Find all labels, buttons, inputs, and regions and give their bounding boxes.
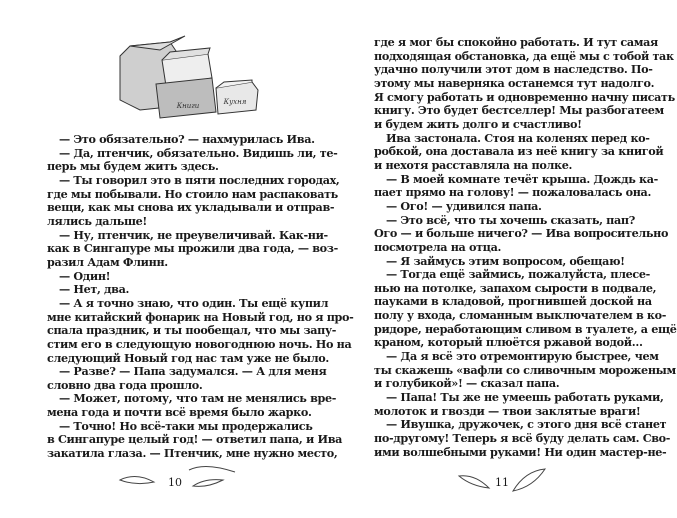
text-line: и голубикой»! — сказал папа. [374, 376, 560, 391]
text-line: Я смогу работать и одновременно начну писать [374, 89, 675, 104]
text-line: ими волшебными руками! Ни один мастер-не- [374, 444, 667, 459]
text-line: мена года и почти всё время было жарко. [47, 405, 312, 420]
text-line: — А я точно знаю, что один. Ты ещё купил [59, 295, 329, 310]
text-line: удачно получили этот дом в наследство. По- [374, 62, 653, 77]
text-line: закатила глаза. — Птенчик, мне нужно место, [47, 446, 338, 461]
leaf-ornament-icon [118, 470, 158, 490]
text-line: — Это обязательно? — нахмурилась Ива. [59, 132, 315, 146]
text-line: стим его в следующую новогоднюю ночь. Но на [47, 336, 352, 351]
leaf-ornament-icon [185, 460, 240, 490]
text-line: — Может, потому, что там не менялись вре- [59, 391, 337, 406]
text-line: где мы побывали. Но стоило нам распаковать [47, 186, 338, 201]
text-line: подходящая обстановка, да ещё мы с тобой так [374, 48, 674, 63]
text-line: — Ивушка, дружочек, с этого дня всё станет [386, 417, 667, 432]
leaf-ornament-icon [457, 470, 493, 492]
text-line: словно два года прошло. [47, 377, 203, 392]
text-line: — Один! [59, 268, 111, 283]
text-line: и будем жить долго и счастливо! [374, 116, 582, 131]
text-line: полу у входа, сломанным выключателем в ко- [374, 308, 667, 323]
text-line: в Сингапуре целый год! — ответил папа, и Ива [47, 432, 343, 447]
text-line: — Папа! Ты же не умеешь работать руками, [386, 390, 664, 405]
text-line: — Ну, птенчик, не преувеличивай. Как-ни- [59, 227, 328, 242]
text-line: разил Адам Флинн. [47, 254, 168, 269]
text-line: нью на потолке, запахом сырости в подвале, [374, 280, 657, 295]
text-column [374, 35, 677, 459]
page-number: 11 [495, 476, 509, 489]
text-line: — Тогда ещё займись, пожалуйста, плесе- [386, 267, 650, 282]
text-line: и нехотя расставляла на полке. [374, 157, 573, 172]
text-line: мне китайский фонарик на Новый год, но я про- [47, 309, 354, 324]
text-line: — Это всё, что ты хочешь сказать, пап? [386, 212, 635, 227]
text-line: по-другому! Теперь я всё буду делать сам. Сво- [374, 431, 671, 446]
text-line: Ива застонала. Стоя на коленях перед ко- [386, 130, 650, 145]
moving-boxes-illustration [100, 28, 270, 128]
text-line: вещи, как мы снова их укладывали и отправ- [47, 200, 335, 215]
text-line: Ого — и больше ничего? — Ива вопросительно [374, 226, 669, 241]
page-number: 10 [168, 476, 182, 489]
text-line: спала праздник, и ты пообещал, что мы запу- [47, 323, 337, 338]
text-line: — Разве? — Папа задумался. — А для меня [59, 364, 327, 379]
text-line: посмотрела на отца. [374, 239, 502, 254]
text-line: лялись дальше! [47, 213, 147, 228]
text-line: — Я займусь этим вопросом, обещаю! [386, 253, 625, 268]
text-line: ты скажешь «вафли со сливочным мороженым [374, 362, 676, 377]
text-line: пауками в кладовой, прогнившей доской на [374, 294, 652, 309]
text-line: как в Сингапуре мы прожили два года, — воз- [47, 241, 338, 256]
text-line: — В моей комнате течёт крыша. Дождь ка- [386, 171, 658, 186]
text-line: перь мы будем жить здесь. [47, 159, 219, 174]
text-line: — Ты говорил это в пяти последних городах, [59, 172, 340, 187]
text-line: книгу. Это будет бестселлер! Мы разбогатеем [374, 103, 664, 118]
text-line: где я мог бы спокойно работать. И тут самая [374, 35, 658, 49]
text-line: — Точно! Но всё-таки мы продержались [59, 418, 313, 433]
box-label-books: Книги [176, 102, 200, 110]
text-line: краном, который плюётся ржавой водой… [374, 335, 643, 350]
text-line: пает прямо на голову! — пожаловалась она. [374, 185, 652, 200]
text-line: — Нет, два. [59, 282, 130, 297]
leaf-ornament-icon [509, 465, 549, 495]
box-label-kitchen: Кухня [223, 98, 247, 106]
text-line: молоток и гвозди — твои заклятые враги! [374, 403, 641, 418]
text-column [47, 132, 354, 461]
page-right [337, 0, 677, 518]
text-line: робкой, она доставала из неё книгу за книгой [374, 144, 664, 159]
text-line: следующий Новый год нас там уже не было. [47, 350, 329, 365]
text-line: — Да я всё это отремонтирую быстрее, чем [386, 349, 659, 364]
text-line: — Ого! — удивился папа. [386, 198, 542, 213]
text-line: этому мы наверняка останемся тут надолго. [374, 75, 655, 90]
text-line: — Да, птенчик, обязательно. Видишь ли, те- [59, 145, 338, 160]
text-line: ридоре, неработающим сливом в туалете, а ещё [374, 321, 677, 336]
